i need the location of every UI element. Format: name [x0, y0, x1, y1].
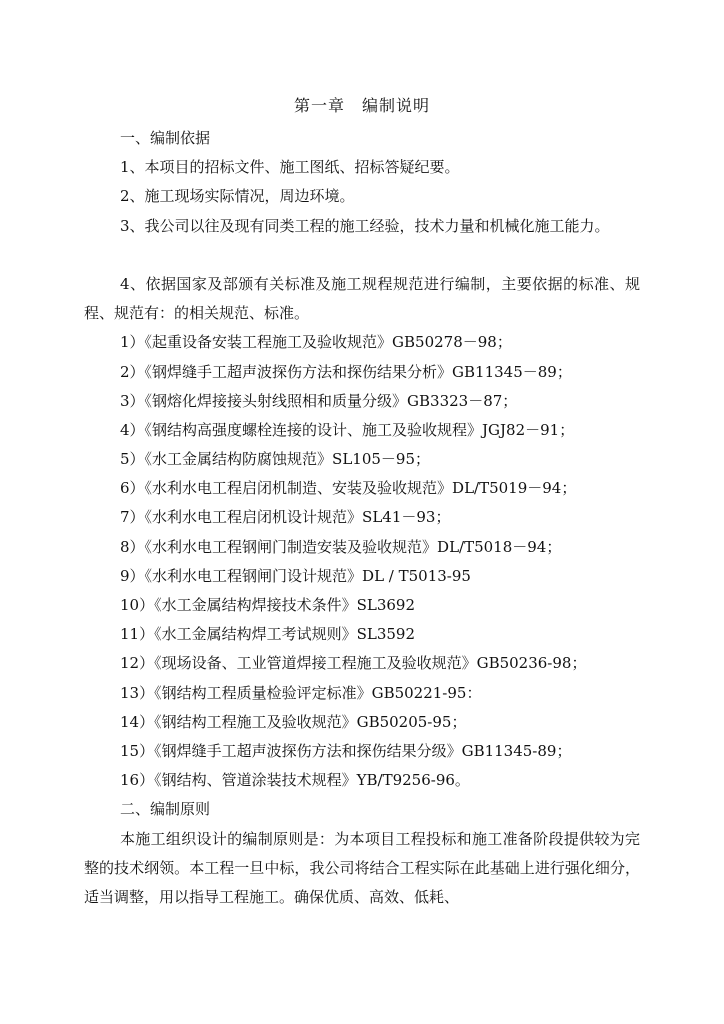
standard-item-5: 5）《水工金属结构防腐蚀规范》SL105－95； — [120, 450, 430, 469]
basis-item-2: 2、施工现场实际情况，周边环境。 — [120, 187, 355, 206]
standard-item-6: 6）《水利水电工程启闭机制造、安装及验收规范》DL/T5019－94； — [120, 479, 577, 498]
standard-item-16: 16）《钢结构、管道涂装技术规程》YB/T9256-96。 — [120, 771, 470, 790]
section-heading-principles: 二、编制原则 — [120, 800, 211, 819]
chapter-title: 第一章 编制说明 — [293, 96, 430, 115]
principle-paragraph: 本施工组织设计的编制原则是：为本项目工程投标和施工准备阶段提供较为完整的技术纲领。本工程一旦中标，我公司将结合工程实际在此基础上进行强化细分，适当调整，用以指导工程施工。确保优质、高效、低耗、 — [84, 829, 640, 906]
standard-item-15: 15）《钢焊缝手工超声波探伤方法和探伤结果分级》GB11345-89； — [120, 741, 572, 760]
standard-item-3: 3）《钢熔化焊接接头射线照相和质量分级》GB3323－87； — [120, 391, 518, 410]
standard-item-2: 2）《钢焊缝手工超声波探伤方法和探伤结果分析》GB11345－89； — [120, 362, 572, 381]
basis-item-3: 3、我公司以往及现有同类工程的施工经验，技术力量和机械化施工能力。 — [120, 216, 610, 235]
section-heading-basis: 一、编制依据 — [120, 129, 211, 147]
document-body — [84, 124, 640, 912]
standard-item-13: 13）《钢结构工程质量检验评定标准》GB50221-95： — [120, 683, 482, 702]
standard-item-1: 1）《起重设备安装工程施工及验收规范》GB50278－98； — [120, 333, 512, 352]
standard-item-10: 10）《水工金属结构焊接技术条件》SL3692 — [120, 596, 415, 615]
standard-item-4: 4）《钢结构高强度螺栓连接的设计、施工及验收规程》JGJ82－91； — [120, 420, 575, 439]
standard-item-7: 7）《水利水电工程启闭机设计规范》SL41－93； — [120, 508, 451, 527]
standard-item-9: 9）《水利水电工程钢闸门设计规范》DL / T5013-95 — [120, 566, 471, 585]
standard-item-12: 12）《现场设备、工业管道焊接工程施工及验收规范》GB50236-98； — [120, 654, 587, 673]
standard-item-8: 8）《水利水电工程钢闸门制造安装及验收规范》DL/T5018－94； — [120, 537, 562, 556]
basis-item-1: 1、本项目的招标文件、施工图纸、招标答疑纪要。 — [120, 158, 460, 177]
standard-item-11: 11）《水工金属结构焊工考试规则》SL3592 — [120, 625, 415, 644]
standard-item-14: 14）《钢结构工程施工及验收规范》GB50205-95； — [120, 712, 467, 731]
basis-item-4: 4、依据国家及部颁有关标准及施工规程规范进行编制，主要依据的标准、规程、规范有：的相关规范、标准。 — [84, 274, 640, 323]
